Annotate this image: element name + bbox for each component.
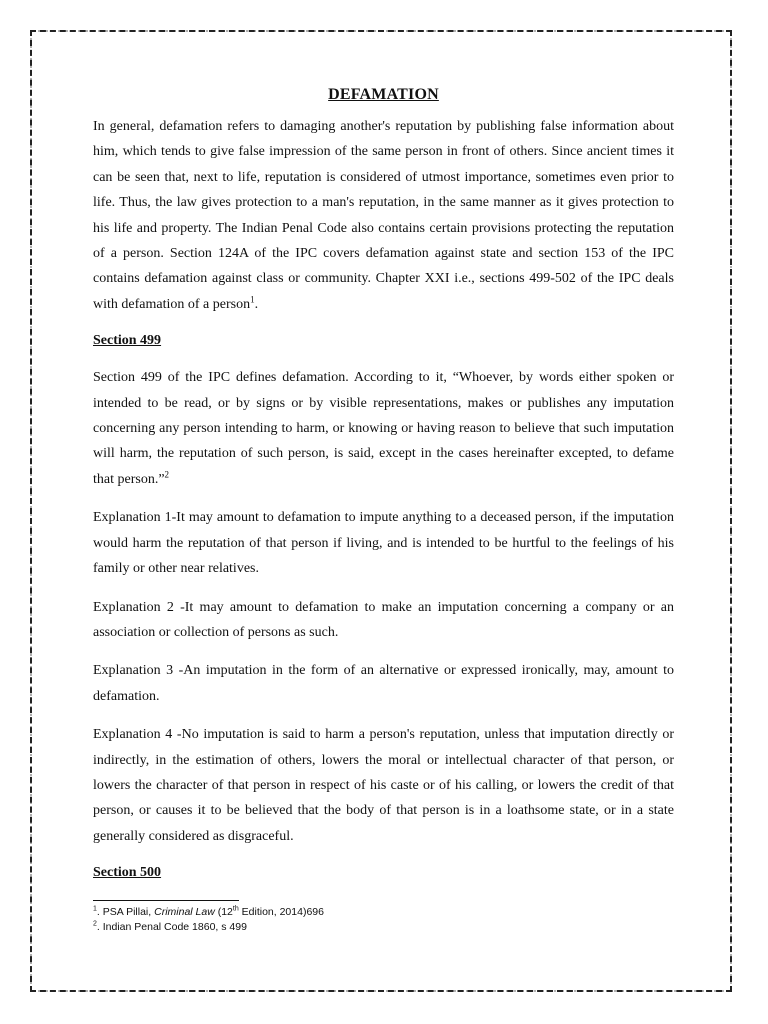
footnote-ref-2[interactable]: 2 <box>164 469 170 480</box>
footnote-1-edition: (12 <box>214 906 233 918</box>
footnote-1-year: Edition, 2014)696 <box>238 906 324 918</box>
footnote-2 <box>93 920 653 935</box>
footnote-1 <box>93 905 653 920</box>
footnote-2-number: 2 <box>93 920 97 928</box>
footnote-separator <box>93 900 239 901</box>
footnote-2-text: . Indian Penal Code 1860, s 499 <box>96 921 247 933</box>
footnote-1-book-title: Criminal Law <box>154 906 215 918</box>
document-body <box>93 86 674 897</box>
section-499-paragraph <box>93 365 674 492</box>
document-title: DEFAMATION <box>328 86 439 103</box>
footnote-1-text: . PSA Pillai, <box>96 906 155 918</box>
explanation-1: Explanation 1-It may amount to defamation to impute anything to a deceased person, if the imputation would harm the reputation of that person if living, and is intended to be hurtful to the feelings of his family or other near relatives. <box>93 510 674 577</box>
explanation-4: Explanation 4 -No imputation is said to harm a person's reputation, unless that imputation directly or indirectly, in the estimation of others, lowers the moral or intellectual character of that person, or lowers the character of that person in respect of his caste or of his calling, or lowers the credit of that person, or causes it to be believed that the body of that person is in a loathsome state, or in a state generally considered as disgraceful. <box>93 727 674 844</box>
footnote-1-ordinal: th <box>232 905 239 913</box>
footnotes <box>93 905 653 935</box>
section-500-heading: Section 500 <box>93 865 162 881</box>
section-499-text: Section 499 of the IPC defines defamation. According to it, “Whoever, by words either spoken or intended to be read, or by signs or by visible representations, makes or publishes any imputation concerning any person intending to harm, or knowing or having reason to believe that such imputation will harm, the reputation of such person, is said, except in the cases hereinafter excepted, to defame that person.” <box>93 370 674 487</box>
explanation-2: Explanation 2 -It may amount to defamation to make an imputation concerning a company or an association or collection of persons as such. <box>93 599 674 640</box>
intro-paragraph <box>93 114 674 317</box>
intro-text: In general, defamation refers to damaging another's reputation by publishing false information about him, which tends to give false impression of the same person in front of others. Since ancient times it can be seen that, next to life, reputation is considered of utmost importance, sometimes even prior to life. Thus, the law gives protection to a man's reputation, in the same manner as it gives protection to his life and property. The Indian Penal Code also contains certain provisions protecting the reputation of a person. Section 124A of the IPC covers defamation against state and section 153 of the IPC contains defamation against class or community. Chapter XXI i.e., sections 499-502 of the IPC deals with defamation of a person <box>93 119 674 312</box>
intro-end: . <box>254 296 259 312</box>
section-499-heading: Section 499 <box>93 333 162 349</box>
footnote-ref-1[interactable]: 1 <box>250 294 255 305</box>
explanation-3: Explanation 3 -An imputation in the form of an alternative or expressed ironically, may, amount to defamation. <box>93 663 674 704</box>
footnote-1-number: 1 <box>93 905 97 913</box>
